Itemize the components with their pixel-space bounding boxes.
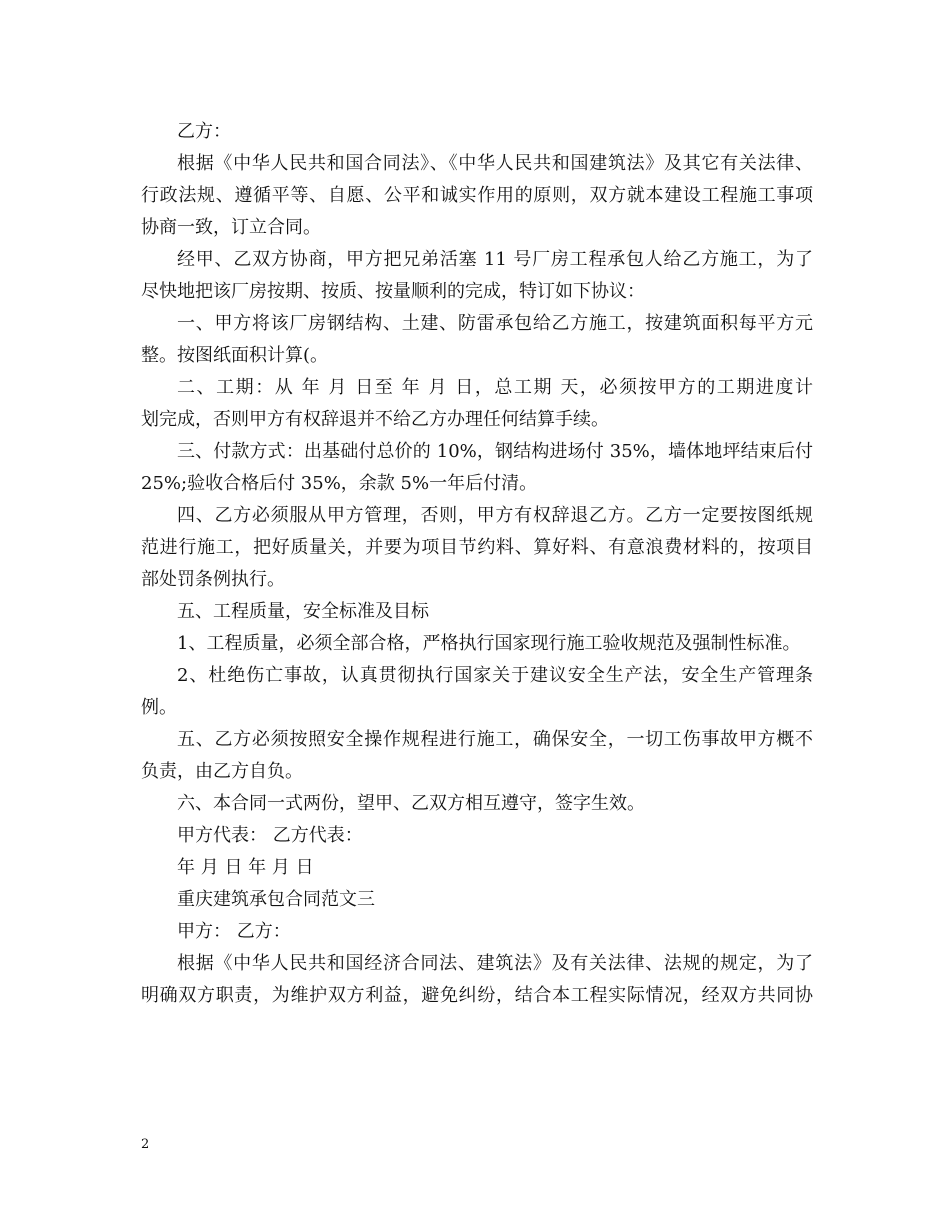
operation-clause-line: 五、乙方必须按照安全操作规程进行施工，确保安全，一切工伤事故甲方概不	[177, 729, 813, 750]
paragraph-line: 根据《中华人民共和国合同法》、《中华人民共和国建筑法》及其它有关法律、	[177, 153, 813, 174]
safety-item-line: 例。	[141, 697, 177, 718]
signature-dates: 年 月 日 年 月 日	[177, 857, 314, 878]
clause-two-line: 划完成，否则甲方有权辞退并不给乙方办理任何结算手续。	[141, 409, 609, 430]
contract-body	[141, 116, 813, 1012]
clause-four-line: 部处罚条例执行。	[141, 569, 285, 590]
clause-one-line: 整。按图纸面积计算(。	[141, 345, 329, 366]
clause-six: 六、本合同一式两份，望甲、乙双方相互遵守，签字生效。	[177, 793, 645, 814]
paragraph-line: 明确双方职责，为维护双方利益，避免纠纷，结合本工程实际情况，经双方共同协	[141, 985, 813, 1006]
paragraph-line: 经甲、乙双方协商，甲方把兄弟活塞 11 号厂房工程承包人给乙方施工，为了	[177, 249, 813, 270]
clause-three-line: 三、付款方式：出基础付总价的 10%，钢结构进场付 35%，墙体地坪结束后付	[177, 441, 813, 462]
safety-item-line: 2、杜绝伤亡事故，认真贯彻执行国家关于建议安全生产法，安全生产管理条	[177, 665, 813, 686]
clause-four-line: 范进行施工，把好质量关，并要为项目节约料、算好料、有意浪费材料的，按项目	[141, 537, 813, 558]
signature-representatives: 甲方代表： 乙方代表：	[177, 825, 363, 846]
clause-four-line: 四、乙方必须服从甲方管理，否则，甲方有权辞退乙方。乙方一定要按图纸规	[177, 505, 813, 526]
section-title: 重庆建筑承包合同范文三	[177, 889, 375, 910]
party-b-label: 乙方：	[177, 121, 231, 142]
paragraph-line: 协商一致，订立合同。	[141, 217, 321, 238]
clause-three-line: 25%;验收合格后付 35%，余款 5%一年后付清。	[141, 473, 538, 494]
quality-item: 1、工程质量，必须全部合格，严格执行国家现行施工验收规范及强制性标准。	[177, 633, 801, 654]
page-number: 2	[141, 1137, 150, 1152]
clause-five-heading: 五、工程质量，安全标准及目标	[177, 601, 429, 622]
parties-line: 甲方： 乙方：	[177, 921, 291, 942]
operation-clause-line: 负责，由乙方自负。	[141, 761, 303, 782]
paragraph-line: 行政法规、遵循平等、自愿、公平和诚实作用的原则，双方就本建设工程施工事项	[141, 185, 813, 206]
clause-two-line: 二、工期：从 年 月 日至 年 月 日，总工期 天，必须按甲方的工期进度计	[177, 377, 813, 398]
paragraph-line: 尽快地把该厂房按期、按质、按量顺利的完成，特订如下协议：	[141, 281, 645, 302]
paragraph-line: 根据《中华人民共和国经济合同法、建筑法》及有关法律、法规的规定，为了	[177, 953, 813, 974]
clause-one-line: 一、甲方将该厂房钢结构、土建、防雷承包给乙方施工，按建筑面积每平方元	[177, 313, 813, 334]
